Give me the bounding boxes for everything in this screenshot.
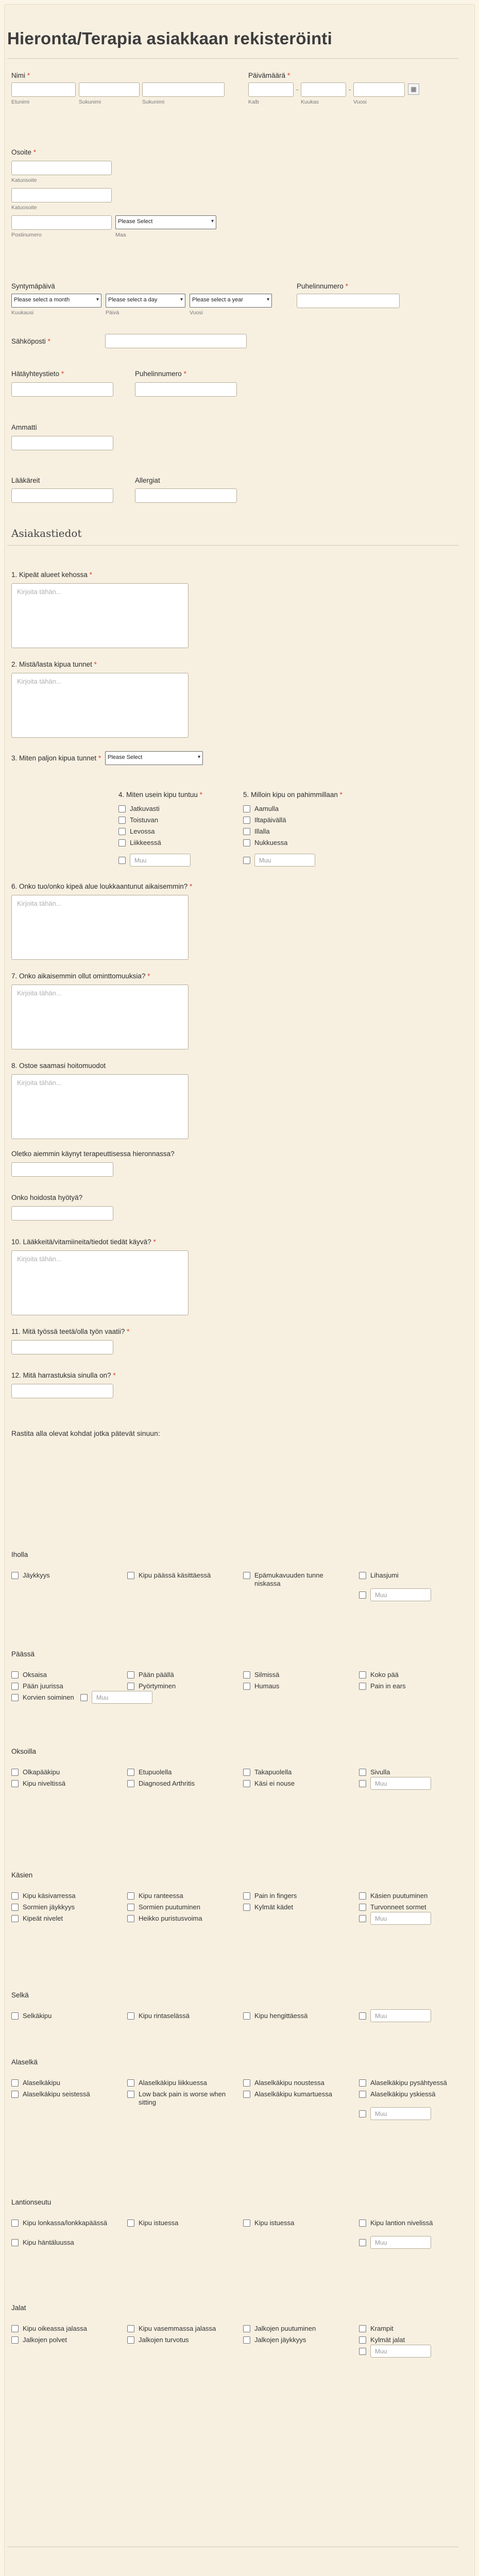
- checkbox-icon[interactable]: [359, 2239, 366, 2246]
- q3-select[interactable]: Please Select ▾: [105, 751, 203, 765]
- birth-month-select[interactable]: Please select a month ▾: [11, 294, 101, 308]
- checklist-option[interactable]: [11, 2239, 114, 2247]
- other-input[interactable]: Muu: [130, 854, 191, 867]
- checklist-option[interactable]: [11, 1768, 114, 1776]
- checkbox-icon[interactable]: [243, 1892, 250, 1900]
- option-label: Kipu hengittäessä: [254, 2012, 308, 2020]
- checklist-option[interactable]: [127, 2079, 230, 2087]
- allergies-label: Allergiat: [135, 477, 160, 484]
- checkbox-icon[interactable]: [127, 2336, 134, 2344]
- checklist-option[interactable]: [11, 1780, 114, 1788]
- checkbox-icon[interactable]: [11, 1694, 19, 1701]
- street2-input[interactable]: [11, 188, 112, 202]
- other-input[interactable]: Muu: [370, 1777, 431, 1790]
- q3-label: 3. Miten paljon kipua tunnet *: [11, 754, 101, 762]
- option-label: Pään juurissa: [23, 1682, 63, 1690]
- birth-day-select[interactable]: Please select a day ▾: [106, 294, 185, 308]
- checklist-other[interactable]: [359, 2239, 431, 2249]
- name-label: Nimi *: [11, 72, 30, 79]
- option-label: Kipu istuessa: [254, 2219, 295, 2227]
- checkbox-icon[interactable]: [359, 2091, 366, 2098]
- doctor-label: Lääkäreit: [11, 477, 40, 484]
- checklist-option[interactable]: [11, 1914, 114, 1923]
- first-name-input[interactable]: [11, 82, 76, 97]
- option-label: Kylmät kädet: [254, 1903, 294, 1911]
- checkbox-icon[interactable]: [127, 1671, 134, 1679]
- checklist-option[interactable]: [11, 2336, 114, 2344]
- q7-textarea[interactable]: Kirjoita tähän...: [11, 985, 189, 1049]
- emergency-name-input[interactable]: [11, 382, 113, 397]
- checklist-option[interactable]: [359, 1571, 462, 1580]
- checklist-option[interactable]: [127, 1768, 230, 1776]
- option-label: Lihasjumi: [370, 1571, 399, 1579]
- checkbox-icon[interactable]: [359, 1769, 366, 1776]
- option-label: Sormien jäykkyys: [23, 1903, 75, 1911]
- checkbox-icon[interactable]: [359, 1671, 366, 1679]
- checkbox-icon[interactable]: [11, 2325, 19, 2332]
- option-label: Alaselkäkipu pysähtyessä: [370, 2079, 447, 2087]
- checklist-option[interactable]: [243, 2219, 346, 2227]
- date-year-sublabel: Vuosi: [353, 99, 367, 105]
- phone-label: Puhelinnumero *: [297, 282, 348, 290]
- option-label: Turvonneet sormet: [370, 1903, 426, 1911]
- q9-label: Oletko aiemmin käynyt terapeuttisessa hieronnassa?: [11, 1150, 175, 1158]
- checkbox-icon[interactable]: [243, 2336, 250, 2344]
- checklist-option[interactable]: [359, 2336, 462, 2344]
- checkbox-icon[interactable]: [359, 2219, 366, 2227]
- page-title: Hieronta/Terapia asiakkaan rekisteröinti: [7, 29, 332, 48]
- checkbox-icon[interactable]: [359, 2348, 366, 2355]
- option-label: Alaselkäkipu yskiessä: [370, 2090, 436, 2098]
- checkbox-icon[interactable]: [11, 1780, 19, 1787]
- option-label: Etupuolella: [139, 1768, 172, 1776]
- q7-label: 7. Onko aikaisemmin ollut ominttomuuksia? *: [11, 972, 150, 980]
- option-label: Alaselkäkipu noustessa: [254, 2079, 324, 2087]
- checklist-option[interactable]: [127, 1903, 230, 1911]
- checklist-option[interactable]: [11, 2090, 114, 2098]
- checklist-option[interactable]: [243, 1903, 346, 1911]
- q2-textarea[interactable]: Kirjoita tähän...: [11, 673, 189, 738]
- q5-option[interactable]: [243, 816, 346, 824]
- date-label: Päivämäärä *: [248, 72, 290, 79]
- checklist-group-title: Jalat: [11, 2304, 26, 2312]
- birthdate-label: Syntymäpäivä: [11, 282, 55, 290]
- option-label: Kipu ranteessa: [139, 1892, 183, 1900]
- option-label: Jalkojen turvotus: [139, 2336, 189, 2344]
- checkbox-icon[interactable]: [243, 2091, 250, 2098]
- checklist-option[interactable]: [359, 1682, 462, 1690]
- option-label: Nukkuessa: [254, 839, 288, 846]
- checklist-option[interactable]: [243, 1571, 346, 1588]
- option-label: Kipu rintaselässä: [139, 2012, 190, 2020]
- checklist-group-title: Oksoilla: [11, 1748, 37, 1755]
- emergency-label: Hätäyhteystieto *: [11, 370, 64, 378]
- checkbox-icon[interactable]: [127, 1683, 134, 1690]
- checklist-option[interactable]: [243, 1768, 346, 1776]
- first-name-sublabel: Etunimi: [11, 99, 30, 105]
- option-label: Alaselkäkipu kumartuessa: [254, 2090, 333, 2098]
- checklist-option[interactable]: [359, 1671, 462, 1679]
- q6-textarea[interactable]: Kirjoita tähän...: [11, 895, 189, 960]
- option-label: Diagnosed Arthritis: [139, 1780, 195, 1787]
- q5-option[interactable]: [243, 839, 346, 847]
- other-input[interactable]: Muu: [370, 2345, 431, 2358]
- checklist-option[interactable]: [359, 2325, 462, 2333]
- option-label: Silmissä: [254, 1671, 280, 1679]
- checklist-option[interactable]: [11, 1571, 114, 1580]
- q13-label: 12. Mitä harrastuksia sinulla on? *: [11, 1371, 116, 1379]
- q11-label: 10. Lääkkeitä/vitamiineita/tiedot tiedät käyvä? *: [11, 1238, 156, 1246]
- other-input[interactable]: Muu: [370, 2009, 431, 2022]
- checkbox-icon[interactable]: [243, 857, 250, 864]
- checklist-group-title: Lantionseutu: [11, 2198, 52, 2206]
- q9-input[interactable]: [11, 1162, 113, 1177]
- option-label: Jäykkyys: [23, 1571, 50, 1579]
- q12-input[interactable]: [11, 1340, 113, 1354]
- checkbox-icon[interactable]: [127, 1780, 134, 1787]
- option-label: Olkapääkipu: [23, 1768, 60, 1776]
- q5-other[interactable]: [243, 856, 315, 867]
- q5-option[interactable]: [243, 827, 346, 836]
- checklist-option[interactable]: [243, 1780, 346, 1788]
- checklist-option[interactable]: [11, 2079, 114, 2087]
- postal-input[interactable]: [11, 215, 112, 230]
- checkbox-icon[interactable]: [127, 2325, 134, 2332]
- checklist-option[interactable]: [359, 2079, 462, 2087]
- checkbox-icon[interactable]: [11, 2012, 19, 2020]
- option-label: Koko pää: [370, 1671, 399, 1679]
- checklist-option[interactable]: [243, 2325, 346, 2333]
- option-label: Kipu lantion nivelissä: [370, 2219, 433, 2227]
- checkbox-icon[interactable]: [359, 2110, 366, 2117]
- q5-option[interactable]: [243, 805, 346, 813]
- birth-day-sublabel: Päivä: [106, 310, 119, 316]
- checkbox-icon[interactable]: [80, 1694, 88, 1701]
- option-label: Selkäkipu: [23, 2012, 52, 2020]
- date-separator: -: [296, 86, 299, 93]
- q1-textarea[interactable]: Kirjoita tähän...: [11, 583, 189, 648]
- option-label: Humaus: [254, 1682, 280, 1690]
- checklist-other[interactable]: [80, 1693, 152, 1704]
- checklist-option[interactable]: [127, 2012, 230, 2020]
- checklist-option[interactable]: [243, 2079, 346, 2087]
- option-label: Aamulla: [254, 805, 279, 812]
- checkbox-icon[interactable]: [11, 2091, 19, 2098]
- checklist-option[interactable]: [11, 2325, 114, 2333]
- checkbox-icon[interactable]: [243, 817, 250, 824]
- q8-textarea[interactable]: Kirjoita tähän...: [11, 1074, 189, 1139]
- option-label: Korvien soiminen: [23, 1693, 74, 1701]
- checklist-option[interactable]: [359, 2090, 462, 2098]
- option-label: Pyörtyminen: [139, 1682, 176, 1690]
- checklist-option[interactable]: [11, 1671, 114, 1679]
- checklist-option[interactable]: [127, 2336, 230, 2344]
- checkbox-icon[interactable]: [11, 2336, 19, 2344]
- checkbox-icon[interactable]: [127, 1769, 134, 1776]
- option-label: Pain in fingers: [254, 1892, 297, 1900]
- option-label: Alaselkäkipu: [23, 2079, 60, 2087]
- checkbox-icon[interactable]: [127, 1915, 134, 1922]
- checkbox-icon[interactable]: [359, 2012, 366, 2020]
- checkbox-icon[interactable]: [127, 2219, 134, 2227]
- q10-label: Onko hoidosta hyötyä?: [11, 1194, 83, 1201]
- option-label: Low back pain is worse when sitting: [139, 2090, 226, 2106]
- checklist-other[interactable]: [359, 1914, 431, 1925]
- checklist-option[interactable]: [11, 1682, 114, 1690]
- checkbox-icon[interactable]: [243, 2079, 250, 2087]
- date-separator: -: [349, 86, 351, 93]
- street2-sublabel: Katuosoite: [11, 205, 37, 211]
- calendar-icon[interactable]: ▦: [408, 83, 419, 95]
- option-label: Kipu vasemmassa jalassa: [139, 2325, 216, 2332]
- phone-input[interactable]: [297, 294, 400, 308]
- checkbox-icon[interactable]: [243, 1572, 250, 1579]
- checkbox-icon[interactable]: [243, 2219, 250, 2227]
- checklist-option[interactable]: [359, 2219, 462, 2227]
- option-label: Illalla: [254, 827, 270, 835]
- option-label: Kipu käsivarressa: [23, 1892, 76, 1900]
- emergency-phone-input[interactable]: [135, 382, 237, 397]
- checkbox-icon[interactable]: [127, 1572, 134, 1579]
- doctor-input[interactable]: [11, 488, 113, 503]
- checkbox-icon[interactable]: [359, 1892, 366, 1900]
- checklist-option[interactable]: [359, 1892, 462, 1900]
- checklist-option[interactable]: [11, 1892, 114, 1900]
- other-input[interactable]: Muu: [254, 854, 315, 867]
- street-sublabel: Katuosoite: [11, 177, 37, 183]
- postal-sublabel: Postinumero: [11, 232, 42, 238]
- checklist-heading: Rastita alla olevat kohdat jotka pätevät sinuun:: [11, 1429, 160, 1437]
- option-label: Alaselkäkipu liikkuessa: [139, 2079, 207, 2087]
- email-input[interactable]: [105, 334, 247, 348]
- checkbox-icon[interactable]: [243, 1683, 250, 1690]
- checkbox-icon[interactable]: [359, 1780, 366, 1787]
- option-label: Kipu istuessa: [139, 2219, 179, 2227]
- email-label: Sähköposti *: [11, 337, 50, 345]
- option-label: Kylmät jalat: [370, 2336, 405, 2344]
- checkbox-icon[interactable]: [127, 1904, 134, 1911]
- checkbox-icon[interactable]: [11, 1769, 19, 1776]
- option-label: Kipu päässä käsittäessä: [139, 1571, 211, 1579]
- other-input[interactable]: Muu: [370, 2107, 431, 2120]
- checklist-option[interactable]: [359, 1768, 462, 1776]
- checklist-option[interactable]: [127, 1780, 230, 1788]
- country-select[interactable]: Please Select ▾: [115, 215, 216, 229]
- emergency-phone-label: Puhelinnumero *: [135, 370, 186, 378]
- country-sublabel: Maa: [115, 232, 126, 238]
- checkbox-icon[interactable]: [11, 2239, 19, 2246]
- checkbox-icon[interactable]: [359, 1904, 366, 1911]
- option-label: Heikko puristusvoima: [139, 1914, 202, 1922]
- birth-year-sublabel: Vuosi: [190, 310, 203, 316]
- date-day-sublabel: Kalb: [248, 99, 260, 105]
- checkbox-icon[interactable]: [243, 839, 250, 846]
- option-label: Oksaisa: [23, 1671, 47, 1679]
- checklist-option[interactable]: [243, 2336, 346, 2344]
- section-heading: Asiakastiedot: [11, 527, 82, 539]
- other-input[interactable]: Muu: [370, 1588, 431, 1601]
- checklist-option[interactable]: [127, 1671, 230, 1679]
- checkbox-icon[interactable]: [359, 1915, 366, 1922]
- checkbox-icon[interactable]: [243, 1671, 250, 1679]
- option-label: Krampit: [370, 2325, 394, 2332]
- checkbox-icon[interactable]: [359, 1591, 366, 1599]
- checkbox-icon[interactable]: [118, 857, 126, 864]
- option-label: Kipeät nivelet: [23, 1914, 63, 1922]
- q13-input[interactable]: [11, 1384, 113, 1398]
- q6-label: 6. Onko tuo/onko kipeä alue loukkaantunut aikaisemmin? *: [11, 883, 193, 890]
- option-label: Iltapäivällä: [254, 816, 286, 824]
- option-label: Sormien puutuminen: [139, 1903, 200, 1911]
- option-label: Jalkojen jäykkyys: [254, 2336, 306, 2344]
- option-label: Levossa: [130, 827, 155, 835]
- checklist-option[interactable]: [127, 1914, 230, 1923]
- q10-input[interactable]: [11, 1206, 113, 1221]
- option-label: Kipu niveltissä: [23, 1780, 66, 1787]
- date-year-input[interactable]: [353, 82, 405, 97]
- checkbox-icon[interactable]: [359, 2079, 366, 2087]
- checklist-option[interactable]: [359, 1903, 462, 1911]
- birth-year-select[interactable]: Please select a year ▾: [190, 294, 272, 308]
- checklist-option[interactable]: [127, 1571, 230, 1580]
- date-month-input[interactable]: [301, 82, 346, 97]
- option-label: Toistuvan: [130, 816, 158, 824]
- option-label: Jatkuvasti: [130, 805, 160, 812]
- option-label: Pain in ears: [370, 1682, 406, 1690]
- q4-label: 4. Miten usein kipu tuntuu *: [118, 791, 202, 799]
- q4-other[interactable]: [118, 856, 191, 867]
- checkbox-icon[interactable]: [11, 1671, 19, 1679]
- option-label: Kipu lonkassa/lonkkapäässä: [23, 2219, 108, 2227]
- q4-option[interactable]: [118, 839, 221, 847]
- date-day-input[interactable]: [248, 82, 294, 97]
- option-label: Sivulla: [370, 1768, 390, 1776]
- q12-label: 11. Mitä työssä teetä/olla työn vaatii? *: [11, 1328, 130, 1335]
- checkbox-icon[interactable]: [359, 2325, 366, 2332]
- checkbox-icon[interactable]: [11, 1892, 19, 1900]
- checkbox-icon[interactable]: [11, 1915, 19, 1922]
- q4-option[interactable]: [118, 805, 221, 813]
- checkbox-icon[interactable]: [243, 828, 250, 835]
- checklist-option[interactable]: [11, 2219, 114, 2227]
- checklist-option[interactable]: [243, 2012, 346, 2020]
- checkbox-icon[interactable]: [127, 2012, 134, 2020]
- option-label: Käsien puutuminen: [370, 1892, 428, 1900]
- checklist-other[interactable]: [359, 1591, 431, 1601]
- checkbox-icon[interactable]: [11, 2219, 19, 2227]
- address-label: Osoite *: [11, 148, 37, 156]
- option-label: Kipu oikeassa jalassa: [23, 2325, 88, 2332]
- checklist-other[interactable]: [359, 1780, 431, 1790]
- checkbox-icon[interactable]: [11, 1572, 19, 1579]
- option-label: Pään päällä: [139, 1671, 174, 1679]
- allergies-input[interactable]: [135, 488, 237, 503]
- option-label: Epämukavuuden tunne niskassa: [254, 1571, 323, 1587]
- checkbox-icon[interactable]: [359, 2336, 366, 2344]
- checkbox-icon[interactable]: [359, 1683, 366, 1690]
- street-input[interactable]: [11, 161, 112, 175]
- q5-label: 5. Milloin kipu on pahimmillaan *: [243, 791, 343, 799]
- checklist-option[interactable]: [243, 1682, 346, 1690]
- checkbox-icon[interactable]: [118, 805, 126, 812]
- q4-option[interactable]: [118, 816, 221, 824]
- option-label: Liikkeessä: [130, 839, 161, 846]
- checklist-group-title: Alaselkä: [11, 2058, 38, 2066]
- checkbox-icon[interactable]: [243, 1780, 250, 1787]
- other-input[interactable]: Muu: [370, 2236, 431, 2249]
- last-name-sublabel: Sukunimi: [142, 99, 165, 105]
- checklist-group-title: Käsien: [11, 1871, 33, 1879]
- checklist-option[interactable]: [243, 1892, 346, 1900]
- checkbox-icon[interactable]: [118, 817, 126, 824]
- checkbox-icon[interactable]: [243, 2012, 250, 2020]
- checklist-other[interactable]: [359, 2347, 431, 2358]
- checkbox-icon[interactable]: [11, 1683, 19, 1690]
- middle-name-input[interactable]: [79, 82, 140, 97]
- checklist-option[interactable]: [127, 2219, 230, 2227]
- checklist-option[interactable]: [243, 1671, 346, 1679]
- checkbox-icon[interactable]: [243, 805, 250, 812]
- option-label: Kipu häntäluussa: [23, 2239, 74, 2246]
- checkbox-icon[interactable]: [127, 2091, 134, 2098]
- checklist-option[interactable]: [127, 1682, 230, 1690]
- section-divider: [7, 545, 458, 546]
- checklist-group-title: Päässä: [11, 1650, 35, 1658]
- checkbox-icon[interactable]: [118, 828, 126, 835]
- q8-label: 8. Ostoe saamasi hoitomuodot: [11, 1062, 106, 1070]
- q1-label: 1. Kipeät alueet kehossa *: [11, 571, 92, 579]
- date-month-sublabel: Kuukas: [301, 99, 319, 105]
- occupation-input[interactable]: [11, 436, 113, 450]
- other-input[interactable]: Muu: [92, 1691, 152, 1704]
- q2-label: 2. Mistä/lasta kipua tunnet *: [11, 660, 97, 668]
- other-input[interactable]: Muu: [370, 1912, 431, 1925]
- option-label: Jalkojen polvet: [23, 2336, 67, 2344]
- checklist-group-title: Iholla: [11, 1551, 28, 1558]
- checklist-other[interactable]: [359, 2012, 431, 2022]
- checkbox-icon[interactable]: [118, 839, 126, 846]
- checkbox-icon[interactable]: [243, 2325, 250, 2332]
- checkbox-icon[interactable]: [243, 1769, 250, 1776]
- option-label: Takapuolella: [254, 1768, 292, 1776]
- checkbox-icon[interactable]: [243, 1904, 250, 1911]
- q4-option[interactable]: [118, 827, 221, 836]
- checklist-option[interactable]: [127, 2090, 230, 2107]
- option-label: Käsi ei nouse: [254, 1780, 295, 1787]
- checklist-option[interactable]: [127, 1892, 230, 1900]
- checkbox-icon[interactable]: [359, 1572, 366, 1579]
- checkbox-icon[interactable]: [127, 1892, 134, 1900]
- checklist-group-title: Selkä: [11, 1991, 29, 1999]
- checkbox-icon[interactable]: [11, 1904, 19, 1911]
- option-label: Alaselkäkipu seistessä: [23, 2090, 90, 2098]
- occupation-label: Ammatti: [11, 423, 37, 431]
- checkbox-icon[interactable]: [127, 2079, 134, 2087]
- checklist-option[interactable]: [243, 2090, 346, 2098]
- middle-name-sublabel: Sukunimi: [79, 99, 101, 105]
- checklist-option[interactable]: [127, 2325, 230, 2333]
- option-label: Jalkojen puutuminen: [254, 2325, 316, 2332]
- checklist-option[interactable]: [11, 2012, 114, 2020]
- checklist-other[interactable]: [359, 2110, 431, 2120]
- checklist-option[interactable]: [11, 1903, 114, 1911]
- last-name-input[interactable]: [142, 82, 225, 97]
- birth-month-sublabel: Kuukausi: [11, 310, 34, 316]
- title-divider: [7, 58, 458, 59]
- checkbox-icon[interactable]: [11, 2079, 19, 2087]
- q11-textarea[interactable]: Kirjoita tähän...: [11, 1250, 189, 1315]
